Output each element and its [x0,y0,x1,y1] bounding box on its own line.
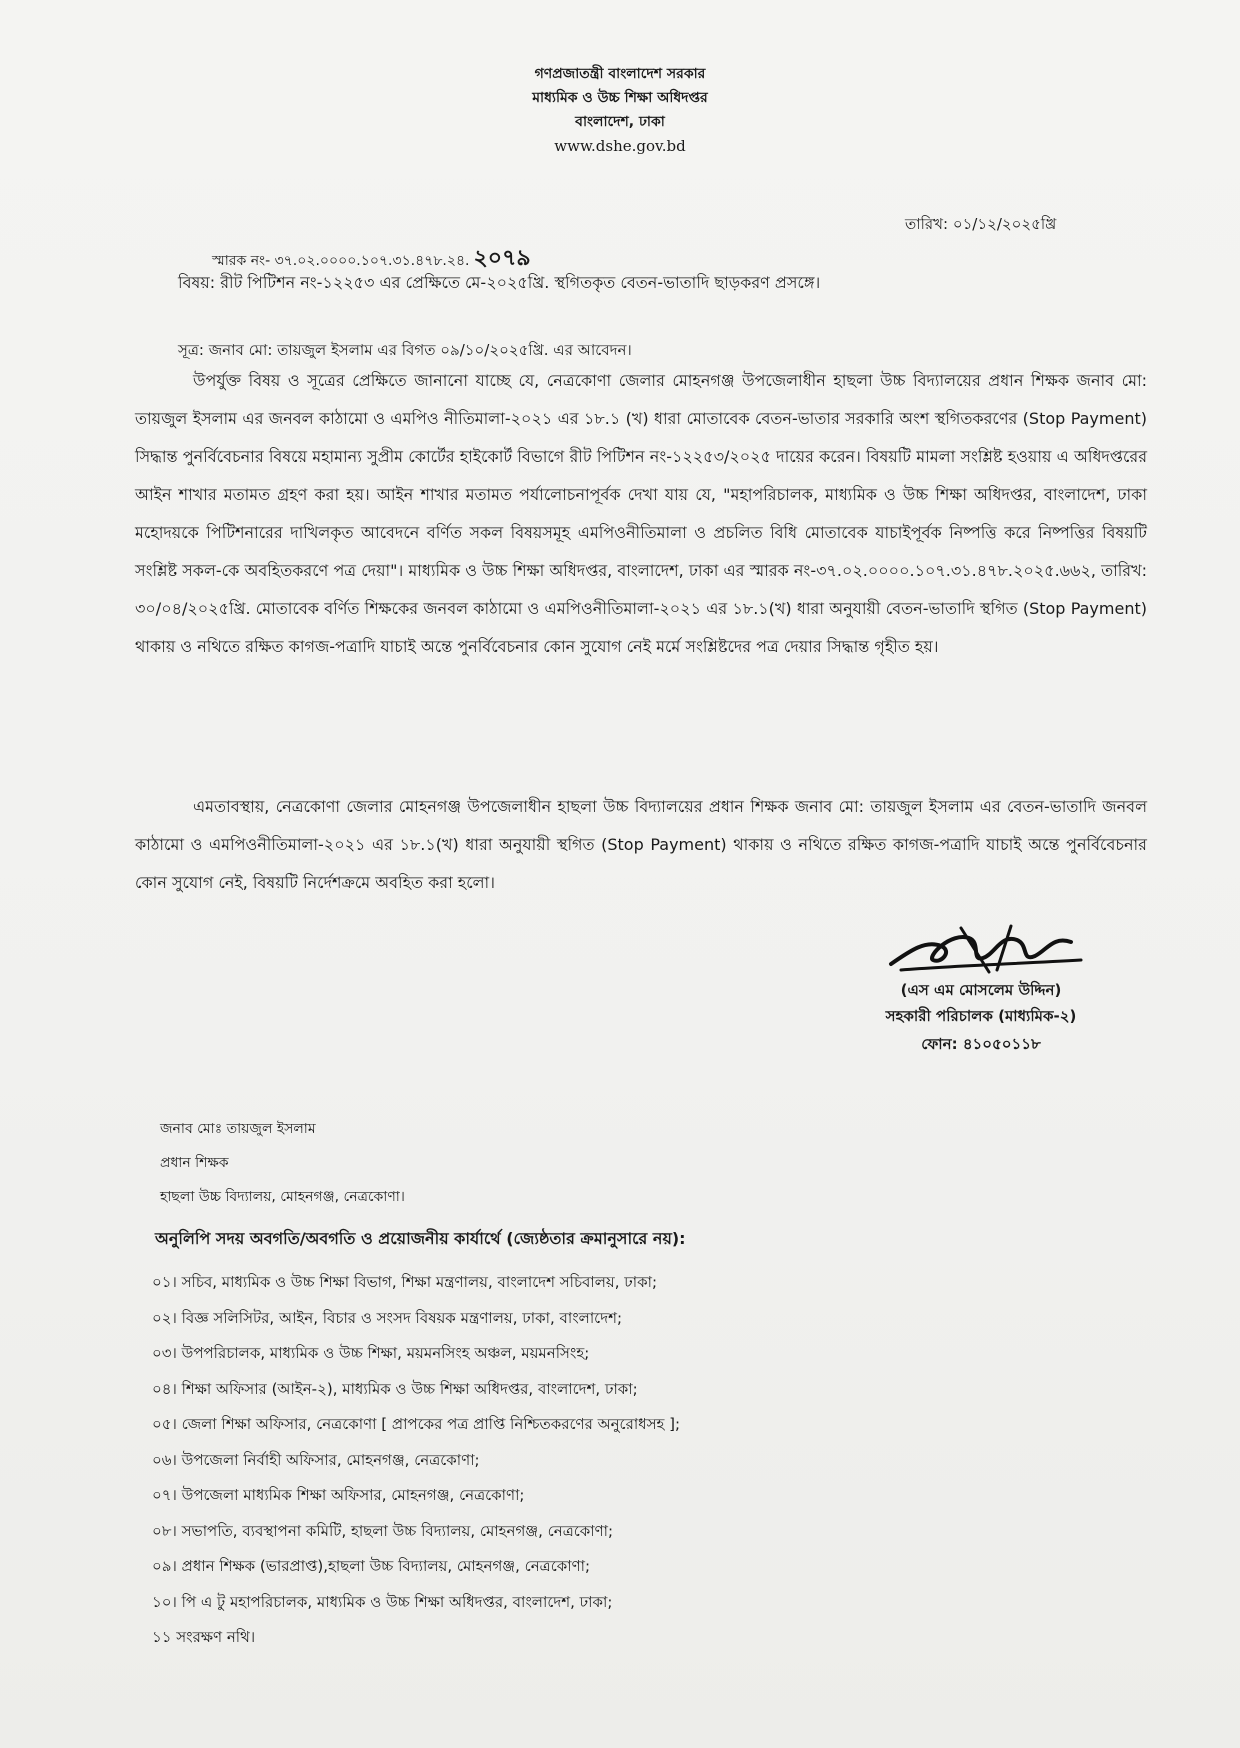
signature-block [836,920,1126,1058]
list-item: ০১। সচিব, মাধ্যমিক ও উচ্চ শিক্ষা বিভাগ, শিক্ষা মন্ত্রণালয়, বাংলাদেশ সচিবালয়, ঢাকা; [152,1273,658,1291]
list-item: ১১ সংরক্ষণ নথি। [152,1628,256,1646]
body-paragraph-1: উপর্যুক্ত বিষয় ও সূত্রের প্রেক্ষিতে জানানো যাচ্ছে যে, নেত্রকোণা জেলার মোহনগঞ্জ উপজেলাধীন হাছলা উচ্চ বিদ্যালয়ের প্রধান শিক্ষক জনাব মো: তায়জুল ইসলাম এর জনবল কাঠামো ও এমপিও নীতিমালা-২০২১ এর ১৮.১ (খ) ধারা মোতাবেক বেতন-ভাতার সরকারি অংশ স্থগিতকরণের (Stop Payment) সিদ্ধান্ত পুনর্বিবেচনার বিষয়ে মহামান্য সুপ্রীম কোর্টের হাইকোর্ট বিভাগে রীট পিটিশন নং-১২২৫৩/২০২৫ দায়ের করেন। বিষয়টি মামলা সংশ্লিষ্ট হওয়ায় এ অধিদপ্তরের আইন শাখার মতামত গ্রহণ করা হয়। আইন শাখার মতামত পর্যালোচনাপূর্বক দেখা যায় যে, "মহাপরিচালক, মাধ্যমিক ও উচ্চ শিক্ষা অধিদপ্তর, বাংলাদেশ, ঢাকা মহোদয়কে পিটিশনারের দাখিলকৃত আবেদনে বর্ণিত সকল বিষয়সমূহ এমপিওনীতিমালা ও প্রচলিত বিধি মোতাবেক যাচাইপূর্বক নিষ্পত্তি করে নিষ্পত্তির বিষয়টি সংশ্লিষ্ট সকল-কে অবহিতকরণে পত্র দেয়া"। মাধ্যমিক ও উচ্চ শিক্ষা অধিদপ্তর, বাংলাদেশ, ঢাকা এর স্মারক নং-৩৭.০২.০০০০.১০৭.৩১.৪৭৮.২০২৫.৬৬২, তারিখ: ৩০/০৪/২০২৫খ্রি. মোতাবেক বর্ণিত শিক্ষকের জনবল কাঠামো ও এমপিওনীতিমালা-২০২১ এর ১৮.১(খ) ধারা অনুযায়ী বেতন-ভাতাদি স্থগিত (Stop Payment) থাকায় ও নথিতে রক্ষিত কাগজ-পত্রাদি যাচাই অন্তে পুনর্বিবেচনার কোন সুযোগ নেই মর্মে সংশ্লিষ্টদের পত্র দেয়ার সিদ্ধান্ত গৃহীত হয়। [135,371,1147,656]
list-item: ০৩। উপপরিচালক, মাধ্যমিক ও উচ্চ শিক্ষা, ময়মনসিংহ অঞ্চল, ময়মনসিংহ; [152,1344,590,1362]
signature-mark [871,920,1091,978]
department-website: www.dshe.gov.bd [554,137,686,155]
list-item: ০৫। জেলা শিক্ষা অফিসার, নেত্রকোণা [ প্রাপকের পত্র প্রাপ্তি নিশ্চিতকরণের অনুরোধসহ ]; [152,1415,681,1433]
list-item: ০৯। প্রধান শিক্ষক (ভারপ্রাপ্ত),হাছলা উচ্চ বিদ্যালয়, মোহনগঞ্জ, নেত্রকোণা; [152,1557,591,1575]
copies-list [152,1265,680,1656]
list-item: ০২। বিজ্ঞ সলিসিটর, আইন, বিচার ও সংসদ বিষয়ক মন্ত্রণালয়, ঢাকা, বাংলাদেশ; [152,1308,623,1327]
memo-number-text: স্মারক নং- ৩৭.০২.০০০০.১০৭.৩১.৪৭৮.২৪. [212,253,470,269]
copies-title: অনুলিপি সদয় অবগতি/অবগতি ও প্রয়োজনীয় কার্যার্থে (জ্যেষ্ঠতার ক্রমানুসারে নয়): [155,1229,686,1248]
department-name: মাধ্যমিক ও উচ্চ শিক্ষা অধিদপ্তর [532,90,708,106]
letter-date: তারিখ: ০১/১২/২০২৫খ্রি [905,215,1057,233]
government-name: গণপ্রজাতন্ত্রী বাংলাদেশ সরকার [534,66,706,82]
list-item: ০৬। উপজেলা নির্বাহী অফিসার, মোহনগঞ্জ, নেত্রকোণা; [152,1450,480,1469]
recipient-address: হাছলা উচ্চ বিদ্যালয়, মোহনগঞ্জ, নেত্রকোণা। [160,1189,405,1205]
list-item: ০৭। উপজেলা মাধ্যমিক শিক্ষা অফিসার, মোহনগঞ্জ, নেত্রকোণা; [152,1486,525,1504]
list-item: ১০। পি এ টু মহাপরিচালক, মাধ্যমিক ও উচ্চ শিক্ষা অধিদপ্তর, বাংলাদেশ, ঢাকা; [152,1592,613,1611]
recipient-designation: প্রধান শিক্ষক [160,1155,229,1171]
recipient-name: জনাব মোঃ তায়জুল ইসলাম [160,1121,316,1137]
body-paragraph-2: এমতাবস্থায়, নেত্রকোণা জেলার মোহনগঞ্জ উপজেলাধীন হাছলা উচ্চ বিদ্যালয়ের প্রধান শিক্ষক জনাব মো: তায়জুল ইসলাম এর বেতন-ভাতাদি জনবল কাঠামো ও এমপিওনীতিমালা-২০২১ এর ১৮.১(খ) ধারা অনুযায়ী স্থগিত (Stop Payment) থাকায় ও নথিতে রক্ষিত কাগজ-পত্রাদি যাচাই অন্তে পুনর্বিবেচনার কোন সুযোগ নেই, বিষয়টি নির্দেশক্রমে অবহিত করা হলো। [135,797,1147,892]
recipient-block [160,1112,405,1214]
letter-reference: সূত্র: জনাব মো: তায়জুল ইসলাম এর বিগত ০৯/১০/২০২৫খ্রি. এর আবেদন। [178,341,632,359]
department-location: বাংলাদেশ, ঢাকা [575,114,665,130]
signatory-phone: ফোন: ৪১০৫০১১৮ [921,1035,1041,1053]
signatory-designation: সহকারী পরিচালক (মাধ্যমিক-২) [885,1007,1077,1025]
list-item: ০৮। সভাপতি, ব্যবস্থাপনা কমিটি, হাছলা উচ্চ বিদ্যালয়, মোহনগঞ্জ, নেত্রকোণা; [152,1521,614,1540]
memo-handwritten-number: ২০৭৯ [473,245,531,271]
signatory-name: (এস এম মোসলেম উদ্দিন) [900,981,1062,999]
letter-subject: বিষয়: রীট পিটিশন নং-১২২৫৩ এর প্রেক্ষিতে মে-২০২৫খ্রি. স্থগিতকৃত বেতন-ভাতাদি ছাড়করণ প্রসঙ্গে। [178,273,821,292]
letterhead [0,62,1240,158]
list-item: ০৪। শিক্ষা অফিসার (আইন-২), মাধ্যমিক ও উচ্চ শিক্ষা অধিদপ্তর, বাংলাদেশ, ঢাকা; [152,1379,638,1398]
